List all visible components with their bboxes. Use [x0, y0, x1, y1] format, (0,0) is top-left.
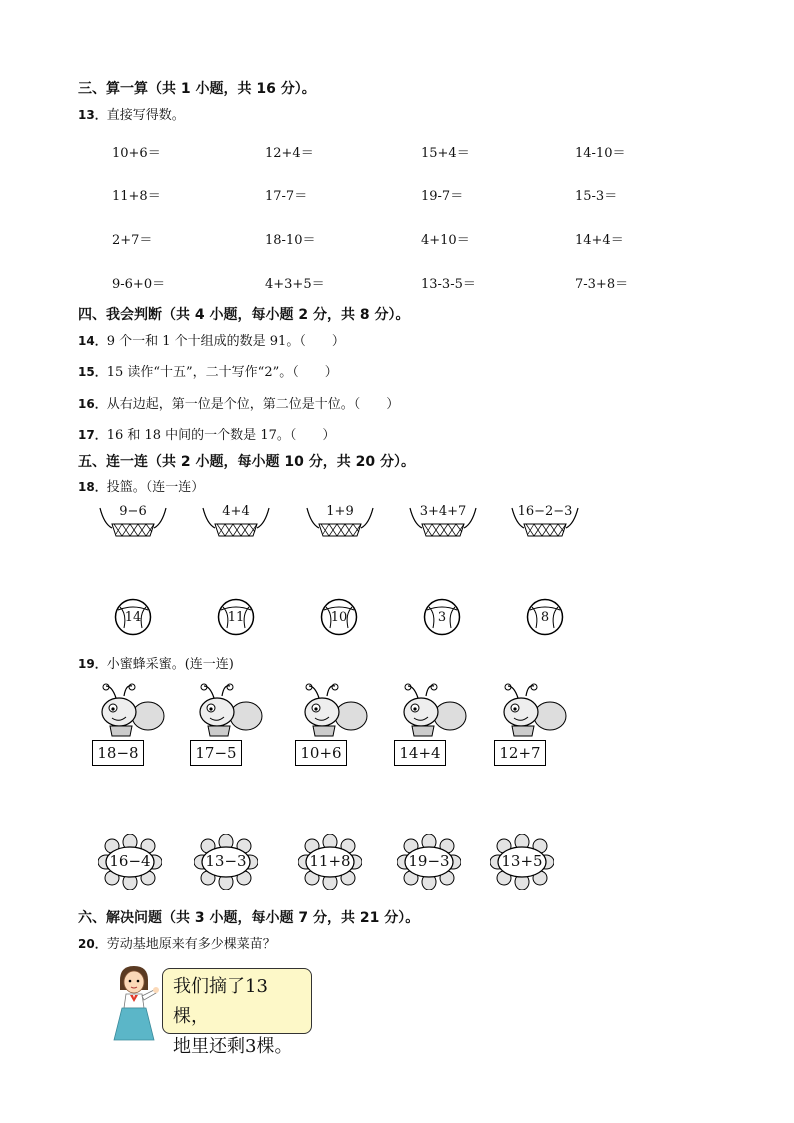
question-text: 直接写得数。 — [106, 108, 185, 123]
question-number: 15． — [78, 365, 107, 379]
question-text: 劳动基地原来有多少棵菜苗？ — [106, 937, 276, 952]
bee — [494, 682, 568, 772]
flower-label: 13−3 — [205, 852, 247, 870]
bee-icon — [295, 682, 369, 742]
question-number: 13． — [78, 108, 107, 122]
basketball — [526, 598, 564, 636]
question-number: 19． — [78, 657, 107, 671]
bee-label: 18−8 — [92, 740, 144, 766]
basket-label: 9−6 — [119, 504, 147, 519]
calc-item: 15+4＝ — [421, 146, 470, 161]
flower-label: 19−3 — [408, 852, 450, 870]
flower — [298, 834, 362, 890]
basket — [201, 502, 271, 542]
calc-item: 14-10＝ — [575, 146, 626, 161]
bee-icon — [92, 682, 166, 742]
flower — [397, 834, 461, 890]
section-title-6: 六、解决问题（共 3 小题，每小题 7 分，共 21 分）。 — [78, 910, 420, 926]
question-20 — [78, 933, 276, 952]
calc-item: 12+4＝ — [265, 146, 314, 161]
speech-line-1: 我们摘了13棵， — [173, 976, 268, 1027]
basket — [98, 502, 168, 542]
basketball — [114, 598, 152, 636]
basketball — [423, 598, 461, 636]
bee-icon — [394, 682, 468, 742]
question-16 — [78, 393, 399, 412]
question-number: 17． — [78, 428, 107, 442]
bee — [190, 682, 264, 772]
speech-bubble — [162, 968, 312, 1057]
basket — [510, 502, 580, 542]
basketball — [217, 598, 255, 636]
section-title-5: 五、连一连（共 2 小题，每小题 10 分，共 20 分）。 — [78, 454, 415, 470]
bee-label: 17−5 — [190, 740, 242, 766]
question-15 — [78, 361, 338, 380]
basketball — [320, 598, 358, 636]
calc-item: 7-3+8＝ — [575, 277, 629, 292]
question-text: 15 读作“十五”，二十写作“2”。（ ） — [106, 365, 338, 380]
bee-icon — [190, 682, 264, 742]
bee — [394, 682, 468, 772]
ball-number: 11 — [227, 610, 245, 625]
calc-item: 4+10＝ — [421, 233, 470, 248]
bee — [92, 682, 166, 772]
flower-label: 11+8 — [309, 852, 351, 870]
bee-icon — [494, 682, 568, 742]
question-number: 20． — [78, 937, 107, 951]
basket — [408, 502, 478, 542]
basket-label: 4+4 — [222, 504, 250, 519]
question-text: 16 和 18 中间的一个数是 17。（ ） — [106, 428, 336, 443]
bee-label: 10+6 — [295, 740, 347, 766]
flower — [194, 834, 258, 890]
calc-item: 10+6＝ — [112, 146, 161, 161]
bee — [295, 682, 369, 772]
calc-item: 9-6+0＝ — [112, 277, 166, 292]
calc-item: 14+4＝ — [575, 233, 624, 248]
speech-line-2: 地里还剩3棵。 — [173, 1036, 293, 1057]
question-19 — [78, 653, 234, 672]
question-text: 小蜜蜂采蜜。(连一连) — [106, 657, 234, 672]
question-14 — [78, 330, 345, 349]
question-text: 9 个一和 1 个十组成的数是 91。（ ） — [106, 334, 345, 349]
question-17 — [78, 424, 335, 443]
basket-label: 1+9 — [326, 504, 354, 519]
ball-number: 3 — [437, 610, 447, 625]
ball-number: 8 — [540, 610, 550, 625]
ball-number: 10 — [330, 610, 348, 625]
question-18 — [78, 476, 204, 495]
question-text: 投篮。（连一连） — [106, 480, 205, 495]
flower — [98, 834, 162, 890]
calc-item: 19-7＝ — [421, 189, 464, 204]
calc-item: 11+8＝ — [112, 189, 161, 204]
question-13 — [78, 104, 185, 123]
calc-item: 13-3-5＝ — [421, 277, 476, 292]
calc-item: 18-10＝ — [265, 233, 316, 248]
ball-number: 14 — [124, 610, 142, 625]
section-title-4: 四、我会判断（共 4 小题，每小题 2 分，共 8 分）。 — [78, 307, 410, 323]
bee-label: 14+4 — [394, 740, 446, 766]
basket-label: 16−2−3 — [517, 504, 573, 519]
calc-item: 2+7＝ — [112, 233, 153, 248]
calc-item: 17-7＝ — [265, 189, 308, 204]
basket — [305, 502, 375, 542]
calc-item: 4+3+5＝ — [265, 277, 325, 292]
bee-label: 12+7 — [494, 740, 546, 766]
question-number: 16． — [78, 397, 107, 411]
question-number: 18． — [78, 480, 107, 494]
basket-label: 3+4+7 — [419, 504, 467, 519]
question-text: 从右边起，第一位是个位，第二位是十位。（ ） — [106, 397, 400, 412]
flower-label: 13+5 — [501, 852, 543, 870]
calc-item: 15-3＝ — [575, 189, 618, 204]
flower-label: 16−4 — [109, 852, 151, 870]
question-number: 14． — [78, 334, 107, 348]
girl-icon — [108, 964, 164, 1044]
flower — [490, 834, 554, 890]
section-title-3: 三、算一算（共 1 小题，共 16 分）。 — [78, 81, 316, 97]
